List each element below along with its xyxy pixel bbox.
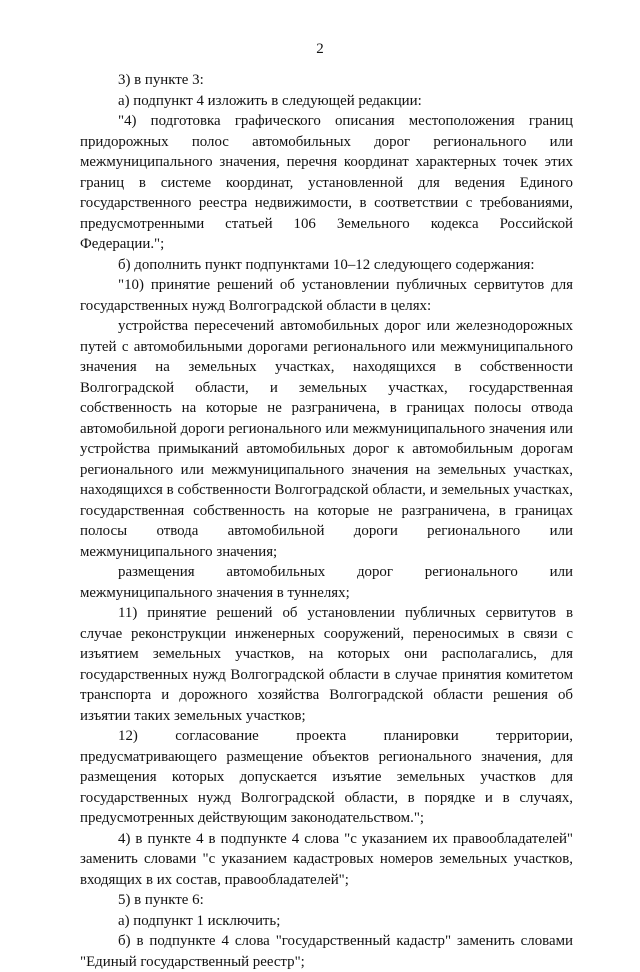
paragraph-item-3b: б) дополнить пункт подпунктами 10–12 следующего содержания:: [118, 256, 535, 273]
paragraph-subitem-11: 11) принятие решений об установлении публичных сервитутов в случае реконструкции инженерных сооружений, переносимых в связи с изъятием земельных участков, на которых они располагались, для государственных нужд Волгоградской области в случае принятия комитетом транспорта и дорожного хозяйства Волгоградской области решения об изъятии таких земельных участков;: [80, 605, 573, 724]
paragraph-subitem-12: 12) согласование проекта планировки территории, предусматривающего размещение объектов регионального значения, для размещения которых допускается изъятие земельных участков для государственных нужд Волгоградской области, в порядке и в случаях, предусмотренных действующим законодательством.";: [80, 728, 573, 826]
paragraph-item-5: 5) в пункте 6:: [118, 892, 204, 908]
document-body: [80, 70, 573, 972]
paragraph-subitem-10: "10) принятие решений об установлении публичных сервитутов для государственных нужд Волгоградской области в целях:: [80, 277, 573, 314]
paragraph-item-3a: а) подпункт 4 изложить в следующей редакции:: [118, 92, 422, 109]
paragraph-item-3: 3) в пункте 3:: [118, 72, 204, 88]
paragraph-item-5a: а) подпункт 1 исключить;: [118, 912, 281, 929]
paragraph-subitem-4-text: "4) подготовка графического описания местоположения границ придорожных полос автомобильных дорог регионального или межмуниципального значения, перечня координат характерных точек этих границ в системе координат, установленной для ведения Единого государственного реестра недвижимости, в соответствии с требованиями, предусмотренными статьей 106 Земельного кодекса Российской Федерации.";: [80, 113, 573, 252]
paragraph-item-4: 4) в пункте 4 в подпункте 4 слова "с указанием их правообладателей" заменить словами "с указанием кадастровых номеров земельных участков, входящих в их состав, правообладателей";: [80, 830, 573, 888]
paragraph-subitem-10-crossings: устройства пересечений автомобильных дорог или железнодорожных путей с автомобильными дорогами регионального или межмуниципального значения на земельных участках, находящихся в собственности Волгоградской области, и земельных участках, государственная собственность на которые не разграничена, в границах полосы отвода автомобильной дороги регионального или межмуниципального значения или устройства примыканий автомобильных дорог к автомобильным дорогам регионального или межмуниципального значения на земельных участках, находящихся в собственности Волгоградской области, и земельных участках, государственная собственность на которые не разграничена, в границах полосы отвода автомобильной дороги регионального или межмуниципального значения;: [80, 318, 573, 560]
page-number: 2: [316, 41, 324, 57]
paragraph-subitem-10-tunnels: размещения автомобильных дорог регионального или межмуниципального значения в туннелях;: [80, 564, 573, 601]
paragraph-item-5b: б) в подпункте 4 слова "государственный кадастр" заменить словами "Единый государственный реестр";: [80, 933, 573, 970]
